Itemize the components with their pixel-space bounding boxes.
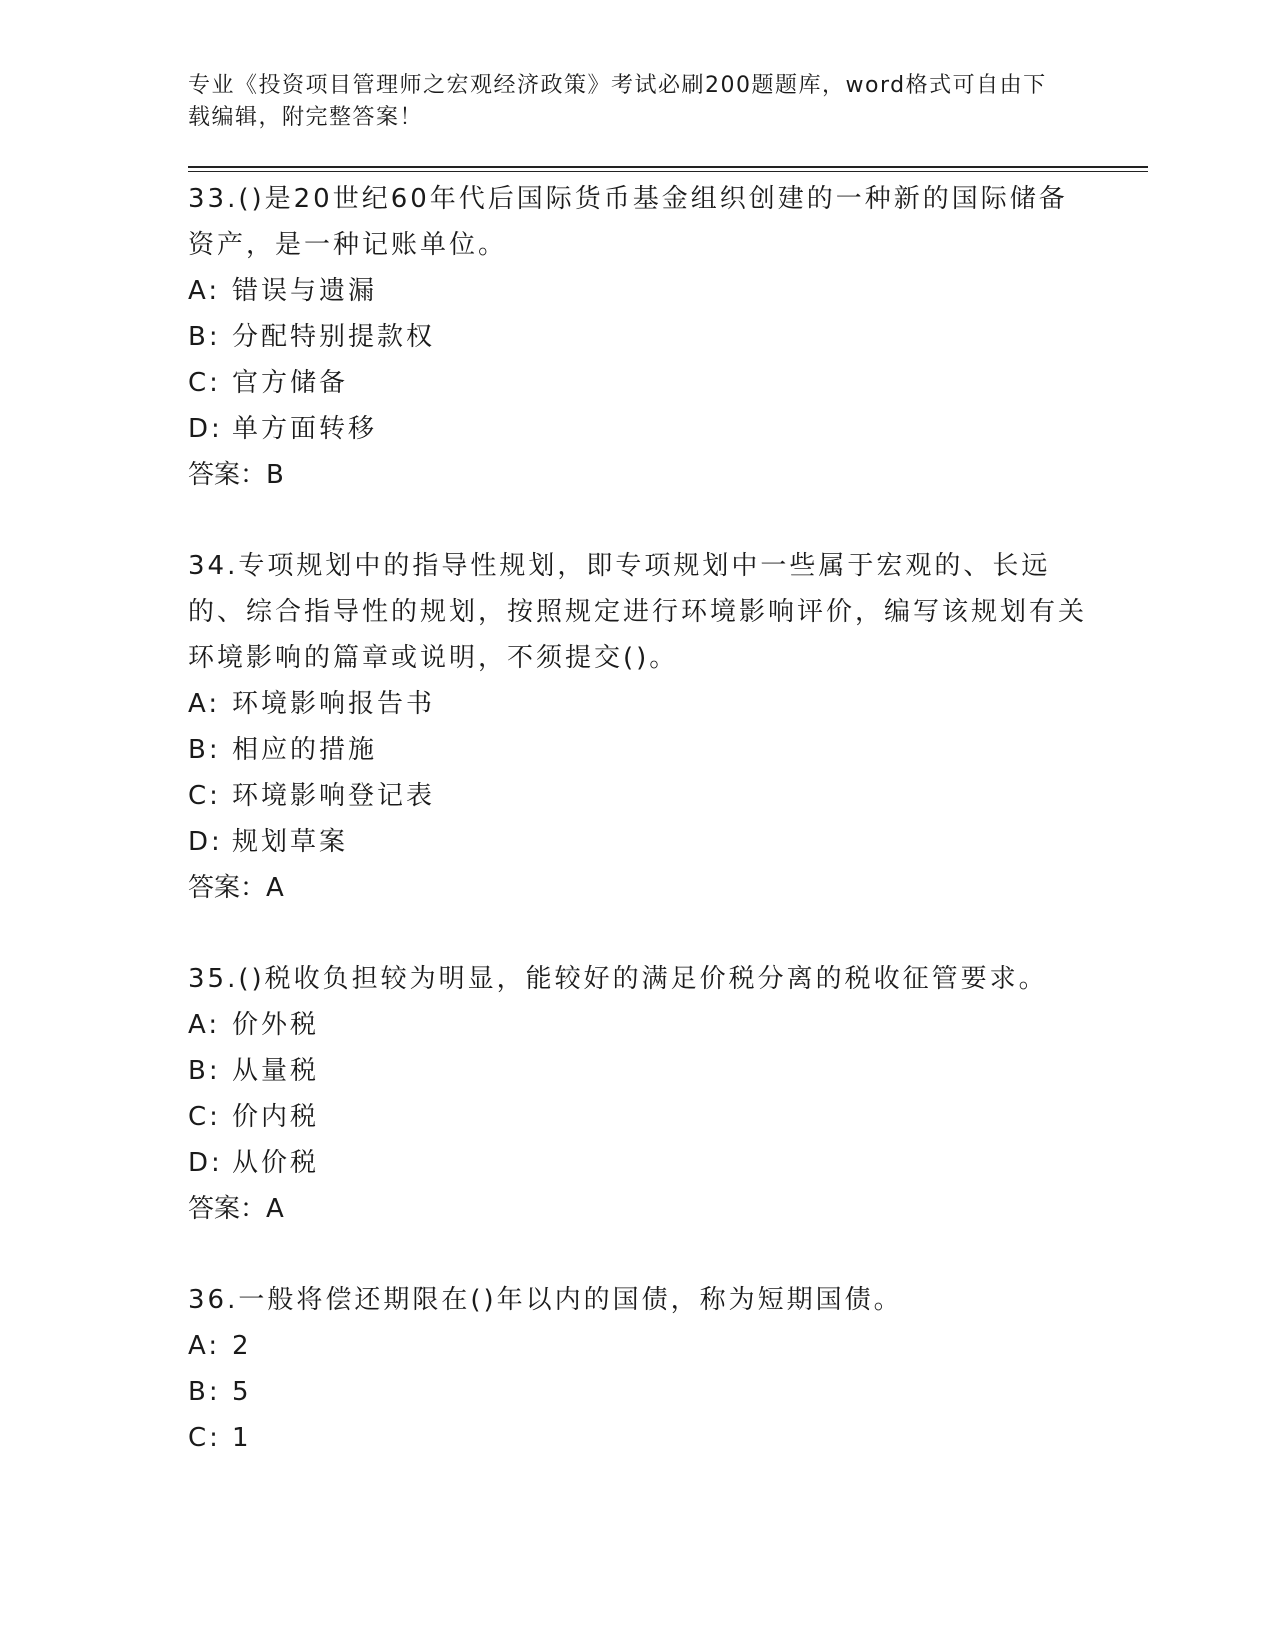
option-text: 环境影响报告书 (232, 689, 436, 719)
answer: 答案：B (188, 460, 284, 490)
question-stem: 35.()税收负担较为明显，能较好的满足价税分离的税收征管要求。 (188, 964, 1048, 994)
option-key: C: (188, 368, 221, 398)
option-key: C: (188, 781, 221, 811)
option-key: A: (188, 1010, 221, 1040)
option-text: 官方储备 (232, 368, 349, 398)
question-35 (188, 956, 1148, 1232)
option-key: A: (188, 276, 221, 306)
answer: 答案：A (188, 873, 284, 903)
option-a (188, 1323, 1148, 1369)
option-a (188, 1002, 1148, 1048)
answer: 答案：A (188, 1194, 284, 1224)
option-b (188, 1048, 1148, 1094)
option-text: 规划草案 (232, 827, 349, 857)
option-text: 5 (232, 1377, 252, 1407)
option-d (188, 406, 1148, 452)
option-key: D: (188, 827, 223, 857)
option-text: 单方面转移 (232, 414, 378, 444)
option-key: C: (188, 1423, 221, 1453)
option-text: 从价税 (232, 1148, 320, 1178)
option-text: 价外税 (232, 1010, 320, 1040)
option-text: 2 (232, 1331, 252, 1361)
option-key: D: (188, 414, 223, 444)
question-list (188, 176, 1148, 1461)
option-c (188, 1094, 1148, 1140)
option-c (188, 1415, 1148, 1461)
option-d (188, 819, 1148, 865)
option-text: 环境影响登记表 (232, 781, 436, 811)
option-key: B: (188, 1056, 221, 1086)
option-key: B: (188, 735, 221, 765)
option-key: B: (188, 1377, 221, 1407)
question-stem: 36.一般将偿还期限在()年以内的国债，称为短期国债。 (188, 1285, 903, 1315)
question-stem: 34.专项规划中的指导性规划，即专项规划中一些属于宏观的、长远的、综合指导性的规划，按照规定进行环境影响评价，编写该规划有关环境影响的篇章或说明，不须提交()。 (188, 551, 1088, 673)
option-d (188, 1140, 1148, 1186)
option-b (188, 1369, 1148, 1415)
option-text: 分配特别提款权 (232, 322, 436, 352)
question-33 (188, 176, 1148, 498)
option-key: B: (188, 322, 221, 352)
header-divider (188, 166, 1148, 172)
option-c (188, 773, 1148, 819)
option-key: C: (188, 1102, 221, 1132)
option-b (188, 727, 1148, 773)
document-page (188, 70, 1148, 1506)
question-34 (188, 543, 1148, 911)
option-b (188, 314, 1148, 360)
question-stem: 33.()是20世纪60年代后国际货币基金组织创建的一种新的国际储备资产，是一种记账单位。 (188, 184, 1068, 260)
option-text: 错误与遗漏 (232, 276, 378, 306)
option-text: 价内税 (232, 1102, 320, 1132)
option-a (188, 681, 1148, 727)
option-a (188, 268, 1148, 314)
option-text: 相应的措施 (232, 735, 378, 765)
option-text: 从量税 (232, 1056, 320, 1086)
option-text: 1 (232, 1423, 252, 1453)
question-36 (188, 1277, 1148, 1461)
option-key: D: (188, 1148, 223, 1178)
option-key: A: (188, 1331, 221, 1361)
document-intro: 专业《投资项目管理师之宏观经济政策》考试必刷200题题库，word格式可自由下载编辑，附完整答案！ (188, 73, 1047, 130)
option-c (188, 360, 1148, 406)
option-key: A: (188, 689, 221, 719)
